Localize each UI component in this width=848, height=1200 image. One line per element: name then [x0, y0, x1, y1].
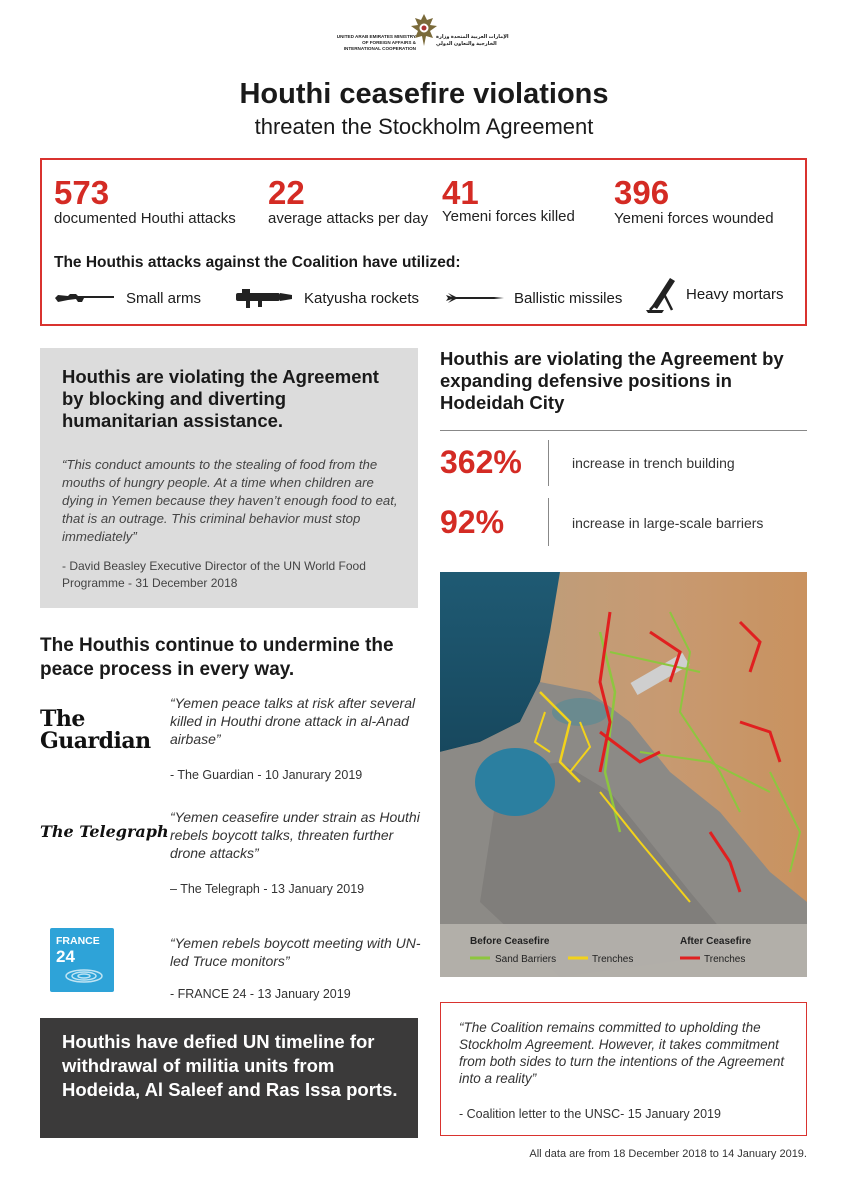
legend-before-title: Before Ceasefire: [470, 936, 550, 947]
humanitarian-attribution: - David Beasley Executive Director of the UN World Food Programme - 31 December 2018: [62, 559, 366, 590]
divider: [548, 440, 549, 486]
weapon-ballistic-label: Ballistic missiles: [514, 289, 623, 307]
stats-panel: [40, 158, 807, 326]
trench-increase-label: increase in trench building: [572, 455, 735, 471]
coalition-quote-panel: [440, 1002, 807, 1136]
emblem-arabic-text: الإمارات العربية المتحدة وزارة الخارجية والتعاون الدولي: [436, 34, 509, 47]
weapon-mortars: [642, 274, 784, 314]
weapon-mortars-label: Heavy mortars: [686, 285, 784, 303]
mortar-icon: [642, 274, 678, 314]
divider: [440, 430, 807, 431]
guardian-logo: The Guardian: [40, 706, 151, 754]
barrier-increase-label: increase in large-scale barriers: [572, 515, 764, 531]
weapon-small-arms-label: Small arms: [126, 289, 202, 307]
guardian-quote: “Yemen peace talks at risk after several killed in Houthi drone attack in al-Anad airbase”: [170, 695, 416, 747]
telegraph-logo: The Telegraph: [40, 822, 169, 841]
france24-waves-icon: [50, 928, 114, 992]
guardian-attribution: - The Guardian - 10 Janurary 2019: [170, 768, 363, 782]
stat-daily-label: average attacks per day: [268, 210, 429, 227]
stat-attacks-label: documented Houthi attacks: [54, 210, 236, 227]
timeline-text: Houthis have defied UN timeline for withdrawal of militia units from Hodeida, Al Saleef and Ras Issa ports.: [62, 1031, 398, 1100]
stat-wounded-label: Yemeni forces wounded: [614, 210, 774, 227]
coalition-attribution: - Coalition letter to the UNSC- 15 January 2019: [459, 1107, 721, 1121]
france24-logo-text: FRANCE: [56, 935, 100, 947]
telegraph-attribution: – The Telegraph - 13 January 2019: [170, 882, 365, 896]
stat-killed-value: 41: [442, 174, 479, 211]
france24-logo: [50, 928, 114, 992]
defensive-heading: Houthis are violating the Agreement by expanding defensive positions in Hodeidah City: [440, 348, 784, 413]
france24-quote: “Yemen rebels boycott meeting with UN-led Truce monitors”: [170, 935, 421, 969]
missile-icon: [444, 290, 506, 306]
humanitarian-quote: “This conduct amounts to the stealing of food from the mouths of hungry people. At a time when children are dying in Yemen because they haven’t enough food to eat, that is an outrage. This criminal behavior must stop immediately”: [62, 457, 398, 544]
emblem-english-text: UNITED ARAB EMIRATES MINISTRY OF FOREIGN AFFAIRS & INTERNATIONAL COOPERATION: [336, 34, 416, 51]
coalition-quote: “The Coalition remains committed to upholding the Stockholm Agreement. However, it takes commitment from both sides to turn the intentions of the Agreement into a reality”: [459, 1020, 785, 1086]
uae-mofa-emblem: [330, 12, 520, 58]
rocket-launcher-icon: [232, 287, 296, 309]
trench-increase-value: 362%: [440, 444, 522, 480]
weapon-ballistic: [444, 284, 622, 312]
stat-attacks-value: 573: [54, 174, 110, 211]
map-image: [440, 572, 807, 977]
weapon-katyusha-label: Katyusha rockets: [304, 289, 420, 307]
telegraph-quote: “Yemen ceasefire under strain as Houthi rebels boycott talks, threaten further drone attacks”: [170, 809, 420, 861]
weapon-katyusha: [232, 284, 419, 312]
falcon-emblem-icon: [409, 12, 439, 52]
rifle-icon: [54, 290, 118, 306]
divider: [548, 498, 549, 546]
france24-attribution: - FRANCE 24 - 13 January 2019: [170, 987, 351, 1001]
humanitarian-panel: [40, 348, 418, 608]
legend-after-title: After Ceasefire: [680, 936, 752, 947]
hodeidah-satellite-map: [440, 572, 807, 977]
stat-killed-label: Yemeni forces killed: [442, 208, 575, 225]
legend-trenches-after-label: Trenches: [704, 954, 746, 965]
barrier-increase-value: 92%: [440, 504, 505, 540]
france24-logo-number: 24: [56, 947, 75, 966]
timeline-panel: [40, 1018, 418, 1138]
legend-sand-barriers-label: Sand Barriers: [495, 954, 557, 965]
stat-daily-value: 22: [268, 174, 305, 211]
page-title: Houthi ceasefire violations: [239, 78, 609, 110]
weapon-small-arms: [54, 284, 201, 312]
legend-trenches-before-label: Trenches: [592, 954, 634, 965]
stat-wounded-value: 396: [614, 174, 670, 211]
weapons-heading: The Houthis attacks against the Coalition have utilized:: [54, 254, 461, 271]
humanitarian-heading: Houthis are violating the Agreement by blocking and diverting humanitarian assistance.: [62, 366, 379, 431]
peace-heading: The Houthis continue to undermine the peace process in every way.: [40, 635, 394, 680]
footer-note: All data are from 18 December 2018 to 14 January 2019.: [529, 1148, 807, 1160]
page-subtitle: threaten the Stockholm Agreement: [254, 114, 594, 139]
